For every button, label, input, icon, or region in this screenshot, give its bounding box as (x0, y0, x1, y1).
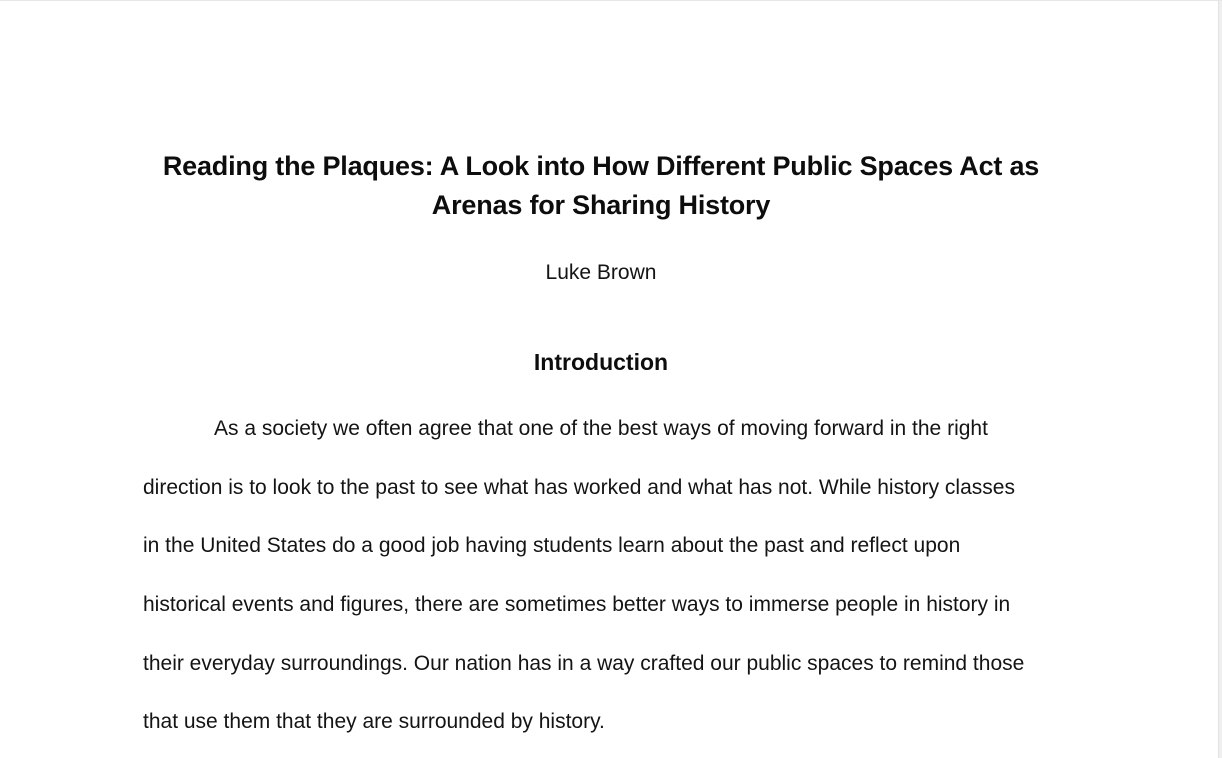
paragraph-line-1: As a society we often agree that one of the best ways of moving forward in the right (214, 417, 988, 440)
paragraph-line-5: their everyday surroundings. Our nation has in a way crafted our public spaces to remind those (143, 652, 1025, 675)
author-name: Luke Brown (545, 261, 657, 284)
title-line-2: Arenas for Sharing History (431, 190, 771, 220)
paragraph-line-4: historical events and figures, there are sometimes better ways to immerse people in history in (143, 593, 1011, 616)
page-right-edge (1218, 1, 1222, 758)
section-heading-introduction: Introduction (533, 349, 669, 375)
paragraph-line-6: that use them that they are surrounded by history. (143, 710, 605, 733)
paragraph-line-2: direction is to look to the past to see what has worked and what has not. While history classes (143, 476, 1015, 499)
title-line-1: Reading the Plaques: A Look into How Different Public Spaces Act as (162, 151, 1040, 181)
document-title (133, 147, 1069, 225)
paragraph-line-3: in the United States do a good job having students learn about the past and reflect upon (143, 534, 961, 557)
